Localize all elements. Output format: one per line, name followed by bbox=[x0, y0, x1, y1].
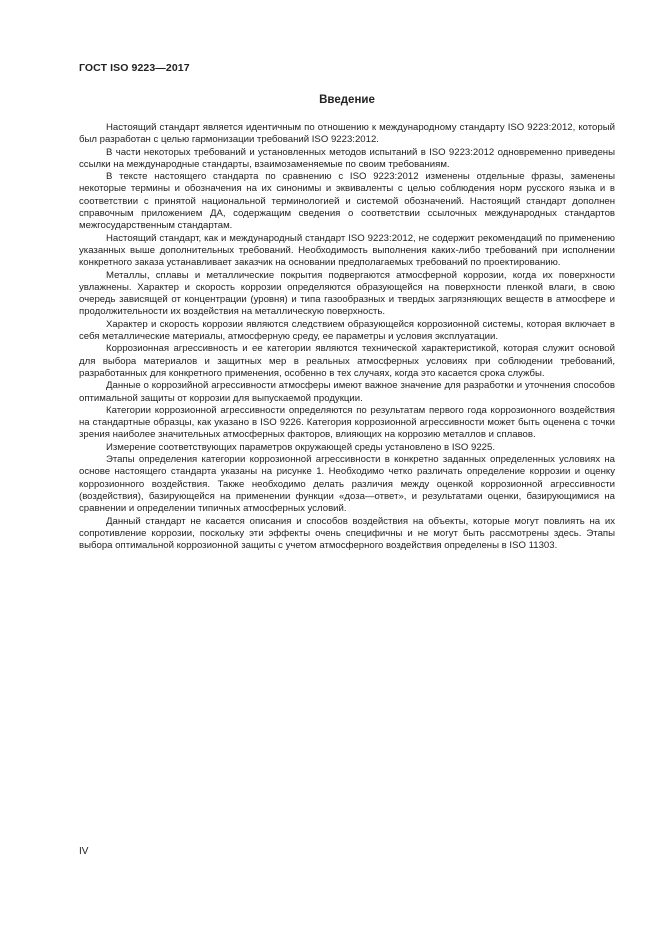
paragraph: Категории коррозионной агрессивности определяются по результатам первого года коррозионного воздействия на стандартные образцы, как указано в ISO 9226. Категория коррозионной агрессивности может быть оценена с точки зрения наиболее значительных атмосферных факторов, влияющих на коррозию металлов и сплавов. bbox=[79, 404, 615, 441]
paragraph: Коррозионная агрессивность и ее категории являются технической характеристикой, которая служит основой для выбора материалов и защитных мер в реальных атмосферных условиях при соблюдении требований, разработанных для конкретного применения, особенно в тех случаях, когда это касается срока службы. bbox=[79, 343, 615, 379]
paragraph: Настоящий стандарт, как и международный стандарт ISO 9223:2012, не содержит рекомендаций по применению указанных выше дополнительных требований. Необходимость выполнения каких-либо требований при исполнении конкретного заказа устанавливает заказчик на основании предполагаемых требований по проектированию. bbox=[79, 232, 615, 269]
paragraph: В части некоторых требований и установленных методов испытаний в ISO 9223:2012 одновременно приведены ссылки на международные стандарты, взаимозаменяемые по своим требованиям. bbox=[79, 146, 615, 170]
paragraph: Металлы, сплавы и металлические покрытия подвергаются атмосферной коррозии, когда их поверхности увлажнены. Характер и скорость коррозии определяются образующейся на поверхности пленкой влаги, в свою очередь зависящей от концентрации (уровня) и типа газообразных и твердых загрязняющих веществ в атмосфере и продолжительности их воздействия на металлическую поверхность. bbox=[79, 269, 615, 318]
paragraph: Данные о коррозийной агрессивности атмосферы имеют важное значение для разработки и уточнения способов оптимальной защиты от коррозии для выпускаемой продукции. bbox=[79, 380, 615, 404]
paragraph: Измерение соответствующих параметров окружающей среды установлено в ISO 9225. bbox=[106, 441, 496, 453]
paragraph: Данный стандарт не касается описания и способов воздействия на объекты, которые могут повлиять на их сопротивление коррозии, поскольку эти эффекты очень специфичны и не могут быть рассмотрены здесь. Этапы выбора оптимальной коррозионной защиты с учетом атмосферного воздействия определены в ISO 11303. bbox=[79, 515, 615, 552]
document-header: ГОСТ ISO 9223—2017 bbox=[79, 62, 190, 74]
paragraph: Настоящий стандарт является идентичным по отношению к международному стандарту ISO 9223:2012, который был разработан с целью гармонизации требований ISO 9223:2012. bbox=[79, 122, 615, 146]
section-title: Введение bbox=[319, 94, 375, 106]
paragraph: Характер и скорость коррозии являются следствием образующейся коррозионной системы, которая включает в себя металлические материалы, атмосферную среду, ее параметры и условия эксплуатации. bbox=[79, 318, 615, 343]
page-number: IV bbox=[79, 846, 89, 857]
document-body bbox=[79, 122, 615, 552]
paragraph: В тексте настоящего стандарта по сравнению с ISO 9223:2012 изменены отдельные фразы, заменены некоторые термины и обозначения на их синонимы и эквиваленты с целью соблюдения норм русского языка и в соответствии с принятой национальной терминологией и системой обозначений. Настоящий стандарт дополнен справочным приложением ДА, содержащим сведения о соответствии ссылочных международных стандартов межгосударственным стандартам. bbox=[79, 171, 615, 232]
paragraph: Этапы определения категории коррозионной агрессивности в конкретно заданных определенных условиях на основе настоящего стандарта указаны на рисунке 1. Необходимо четко различать определение коррозии и оценку коррозионного воздействия. Также необходимо делать различия между оценкой коррозионной агрессивности (воздействия), базирующейся на применении функции «доза—ответ», и результатами оценки, базирующимися на сравнении и определении типичных атмосферных условий. bbox=[79, 454, 615, 515]
